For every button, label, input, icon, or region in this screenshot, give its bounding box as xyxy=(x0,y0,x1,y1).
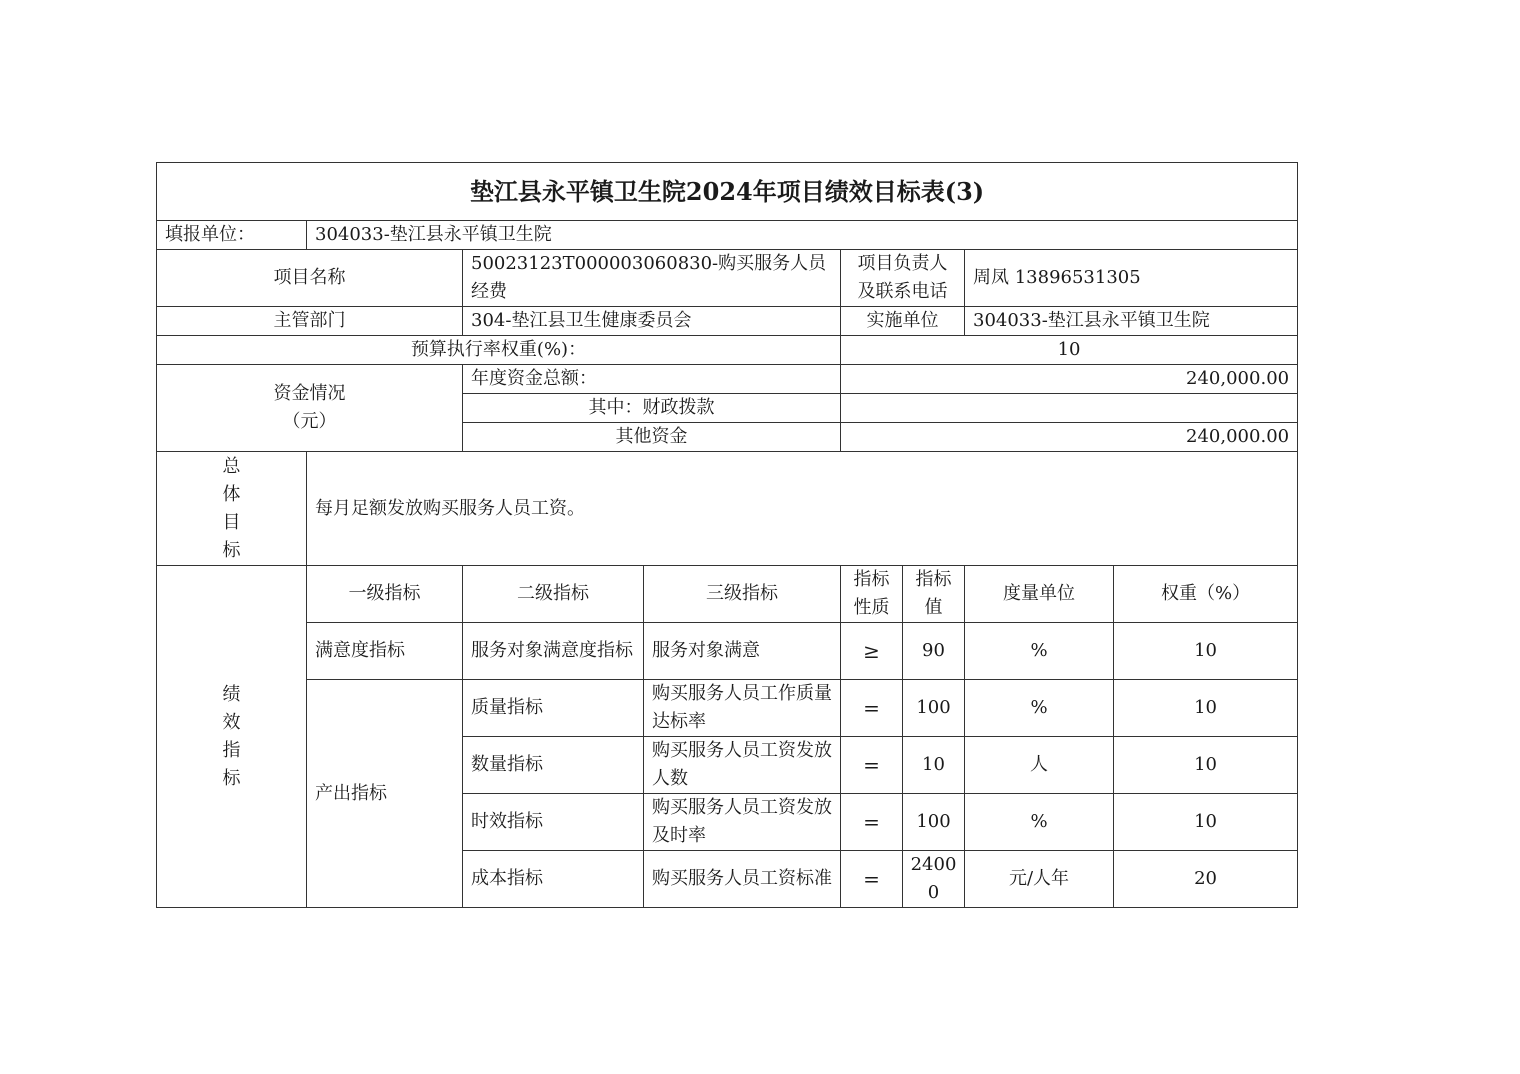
header-level3: 三级指标 xyxy=(644,566,841,623)
output-value: 24000 xyxy=(903,851,965,908)
project-name-value: 50023123T000003060830-购买服务人员经费 xyxy=(463,250,841,307)
output-unit: 人 xyxy=(965,737,1114,794)
output-unit: 元/人年 xyxy=(965,851,1114,908)
overall-goal-char: 总 xyxy=(222,455,241,477)
output-level3: 购买服务人员工作质量达标率 xyxy=(644,680,841,737)
indicators-label xyxy=(157,566,307,908)
impl-unit-label: 实施单位 xyxy=(841,307,965,336)
output-level3: 购买服务人员工资标准 xyxy=(644,851,841,908)
fill-unit-label: 填报单位： xyxy=(157,221,307,250)
output-level2: 数量指标 xyxy=(463,737,644,794)
output-weight: 20 xyxy=(1114,851,1298,908)
funds-total-label: 年度资金总额： xyxy=(463,365,841,394)
satisfaction-nature: ≥ xyxy=(841,623,903,680)
output-level2: 质量指标 xyxy=(463,680,644,737)
satisfaction-level3: 服务对象满意 xyxy=(644,623,841,680)
indicators-char: 绩 xyxy=(222,683,241,705)
funds-fiscal-value xyxy=(841,394,1298,423)
overall-goal-char: 目 xyxy=(222,511,241,533)
project-name-label: 项目名称 xyxy=(157,250,463,307)
impl-unit-value: 304033-垫江县永平镇卫生院 xyxy=(965,307,1298,336)
table-row xyxy=(157,680,1298,737)
output-unit: % xyxy=(965,794,1114,851)
department-value: 304-垫江县卫生健康委员会 xyxy=(463,307,841,336)
overall-goal-char: 体 xyxy=(222,483,241,505)
header-nature: 指标性质 xyxy=(841,566,903,623)
output-value: 100 xyxy=(903,794,965,851)
overall-goal-label xyxy=(157,452,307,566)
funds-label xyxy=(157,365,463,452)
fill-unit-value: 304033-垫江县永平镇卫生院 xyxy=(307,221,1298,250)
funds-fiscal-label: 其中：财政拨款 xyxy=(463,394,841,423)
header-level2: 二级指标 xyxy=(463,566,644,623)
funds-total-value: 240,000.00 xyxy=(841,365,1298,394)
satisfaction-level2: 服务对象满意度指标 xyxy=(463,623,644,680)
satisfaction-level1: 满意度指标 xyxy=(307,623,463,680)
overall-goal-text: 每月足额发放购买服务人员工资。 xyxy=(307,452,1298,566)
output-level1: 产出指标 xyxy=(307,680,463,908)
output-level2: 时效指标 xyxy=(463,794,644,851)
page-title: 垫江县永平镇卫生院2024年项目绩效目标表(3) xyxy=(157,163,1298,221)
header-unit: 度量单位 xyxy=(965,566,1114,623)
indicators-char: 标 xyxy=(222,767,241,789)
output-weight: 10 xyxy=(1114,680,1298,737)
output-value: 100 xyxy=(903,680,965,737)
output-nature: = xyxy=(841,737,903,794)
performance-target-table xyxy=(156,162,1298,908)
table-row xyxy=(157,623,1298,680)
header-value: 指标值 xyxy=(903,566,965,623)
output-value: 10 xyxy=(903,737,965,794)
header-level1: 一级指标 xyxy=(307,566,463,623)
project-contact-value: 周凤 13896531305 xyxy=(965,250,1298,307)
department-label: 主管部门 xyxy=(157,307,463,336)
output-nature: = xyxy=(841,851,903,908)
funds-other-value: 240,000.00 xyxy=(841,423,1298,452)
funds-label-line2: （元） xyxy=(282,411,337,432)
output-nature: = xyxy=(841,794,903,851)
output-weight: 10 xyxy=(1114,737,1298,794)
overall-goal-char: 标 xyxy=(222,539,241,561)
funds-label-line1: 资金情况 xyxy=(273,383,346,404)
satisfaction-weight: 10 xyxy=(1114,623,1298,680)
funds-other-label: 其他资金 xyxy=(463,423,841,452)
header-weight: 权重（%） xyxy=(1114,566,1298,623)
output-weight: 10 xyxy=(1114,794,1298,851)
indicators-char: 指 xyxy=(222,739,241,761)
output-level2: 成本指标 xyxy=(463,851,644,908)
budget-weight-value: 10 xyxy=(841,336,1298,365)
output-level3: 购买服务人员工资发放及时率 xyxy=(644,794,841,851)
output-nature: = xyxy=(841,680,903,737)
satisfaction-unit: % xyxy=(965,623,1114,680)
indicators-char: 效 xyxy=(222,711,241,733)
output-unit: % xyxy=(965,680,1114,737)
satisfaction-value: 90 xyxy=(903,623,965,680)
budget-weight-label: 预算执行率权重(%)： xyxy=(157,336,841,365)
project-contact-label: 项目负责人及联系电话 xyxy=(841,250,965,307)
output-level3: 购买服务人员工资发放人数 xyxy=(644,737,841,794)
